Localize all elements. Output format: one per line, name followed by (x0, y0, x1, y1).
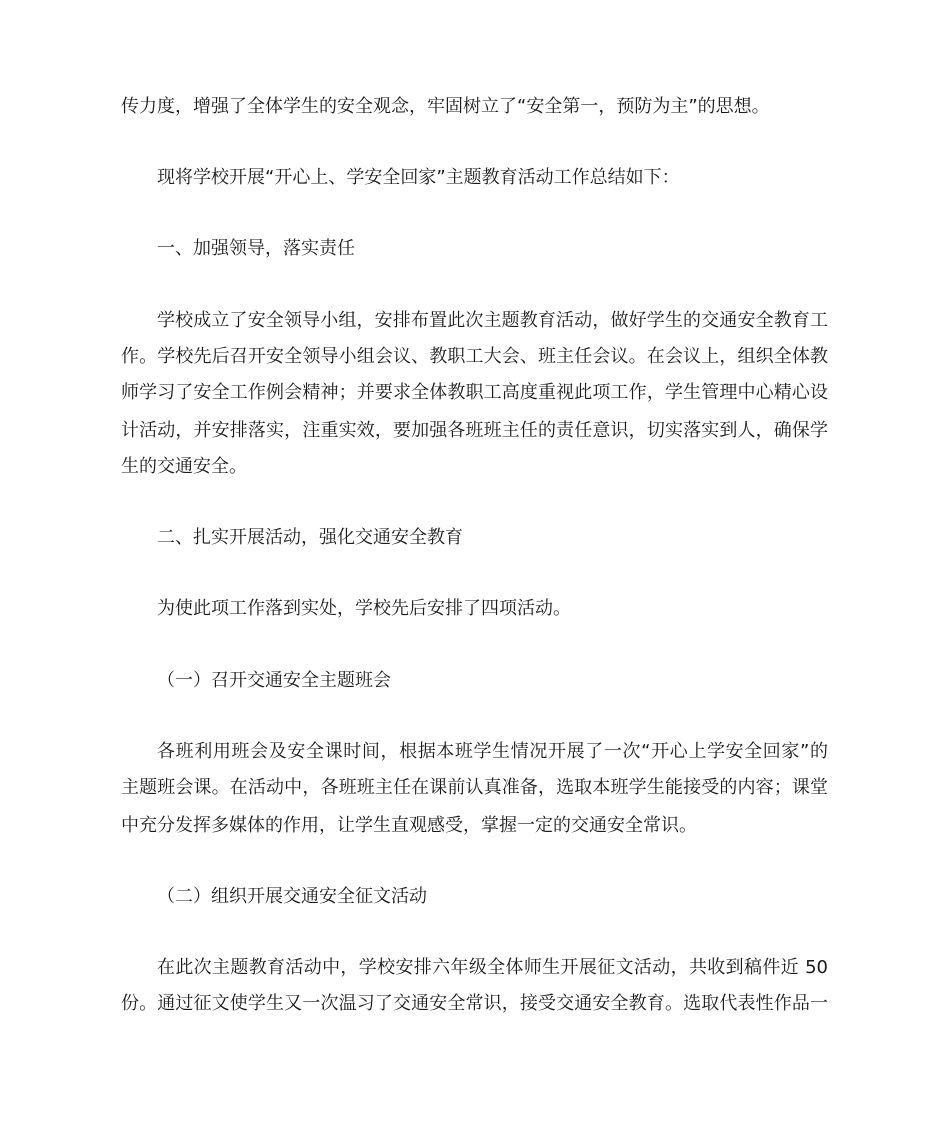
subsection-heading: （二）组织开展交通安全征文活动 (157, 886, 427, 907)
paragraph-line: 作。学校先后召开安全领导小组会议、教职工大会、班主任会议。在会议上，组织全体教 (121, 346, 828, 367)
paragraph-line: 传力度，增强了全体学生的安全观念，牢固树立了“安全第一，预防为主”的思想。 (121, 96, 770, 117)
paragraph-line: 师学习了安全工作例会精神；并要求全体教职工高度重视此项工作，学生管理中心精心设 (121, 382, 828, 403)
paragraph-line: 份。通过征文使学生又一次温习了交通安全常识，接受交通安全教育。选取代表性作品一 (121, 993, 828, 1014)
paragraph-line: 生的交通安全。 (121, 456, 247, 477)
paragraph-line: 为使此项工作落到实处，学校先后安排了四项活动。 (157, 598, 571, 619)
paragraph-line: 在此次主题教育活动中，学校安排六年级全体师生开展征文活动，共收到稿件近 50 (157, 957, 828, 978)
section-heading: 二、扎实开展活动，强化交通安全教育 (157, 527, 463, 548)
paragraph-line: 主题班会课。在活动中，各班班主任在课前认真准备，选取本班学生能接受的内容；课堂 (121, 777, 828, 798)
paragraph-line: 计活动，并安排落实，注重实效，要加强各班班主任的责任意识，切实落实到人，确保学 (121, 420, 828, 441)
subsection-heading: （一）召开交通安全主题班会 (157, 670, 391, 691)
section-heading: 一、加强领导，落实责任 (157, 238, 355, 259)
paragraph-line: 现将学校开展“开心上、学安全回家”主题教育活动工作总结如下： (157, 167, 680, 188)
paragraph-line: 学校成立了安全领导小组，安排布置此次主题教育活动，做好学生的交通安全教育工 (157, 310, 828, 331)
paragraph-line: 各班利用班会及安全课时间，根据本班学生情况开展了一次“开心上学安全回家”的 (157, 741, 828, 762)
paragraph-line: 中充分发挥多媒体的作用，让学生直观感受，掌握一定的交通安全常识。 (121, 815, 697, 836)
